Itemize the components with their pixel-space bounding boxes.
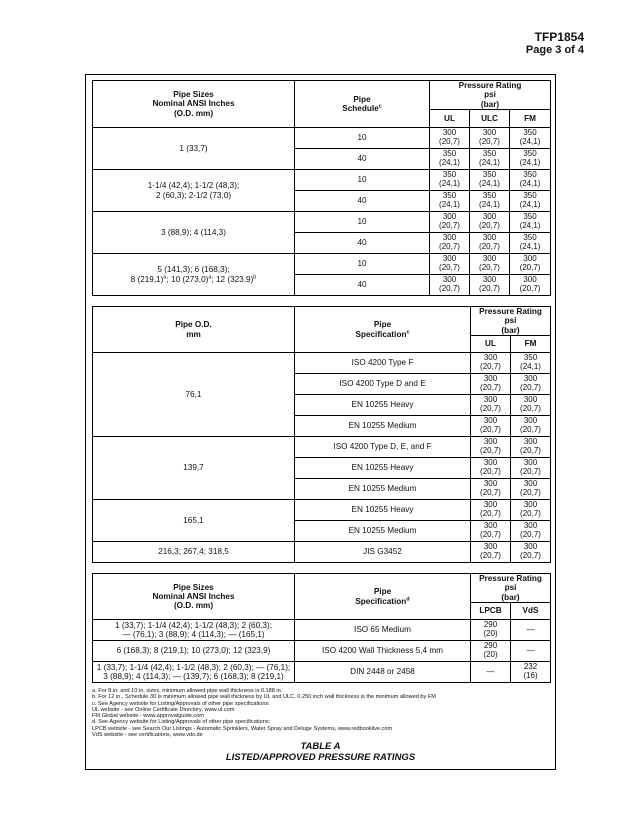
rating-bar: (20,7) bbox=[480, 509, 501, 518]
rating-bar: (20,7) bbox=[520, 509, 541, 518]
rating-bar: (20,7) bbox=[480, 530, 501, 539]
header-ul: UL bbox=[471, 336, 511, 353]
table-row bbox=[93, 662, 551, 683]
rating-psi: 300 bbox=[483, 458, 498, 468]
rating-bar: (20,7) bbox=[439, 221, 460, 230]
schedule-cell: 40 bbox=[295, 233, 430, 254]
rating-cell bbox=[510, 212, 551, 233]
rating-psi: 300 bbox=[523, 416, 538, 426]
rating-cell bbox=[471, 500, 511, 521]
table-row bbox=[93, 353, 551, 374]
rating-psi: 300 bbox=[442, 233, 457, 243]
rating-bar: (20,7) bbox=[520, 383, 541, 392]
rating-bar: (20,7) bbox=[520, 530, 541, 539]
rating-bar: (20,7) bbox=[520, 467, 541, 476]
rating-cell bbox=[510, 128, 551, 149]
pressure-table-specification bbox=[92, 306, 551, 563]
rating-psi: 300 bbox=[483, 521, 498, 531]
table-caption-title: TABLE A bbox=[300, 741, 341, 752]
rating-psi: 300 bbox=[523, 254, 537, 264]
schedule-cell: 40 bbox=[295, 149, 430, 170]
rating-cell bbox=[470, 212, 510, 233]
footnote-line: a. For 8 in. and 10 in. sizes, minimum allowed pipe wall thickness is 0.188 in. bbox=[92, 688, 283, 694]
table-row bbox=[93, 254, 551, 275]
rating-psi: 300 bbox=[442, 275, 457, 285]
rating-cell bbox=[471, 542, 511, 563]
rating-bar: (20,7) bbox=[479, 284, 500, 293]
rating-bar: (20,7) bbox=[480, 551, 501, 560]
rating-bar: (20,7) bbox=[439, 263, 460, 272]
pipe-size-line: 1 (33,7); 1-1/4 (42,4); 1-1/2 (48,3); 2 (60,3); — (76,1); bbox=[96, 662, 291, 672]
rating-cell bbox=[511, 437, 551, 458]
rating-cell bbox=[470, 233, 510, 254]
rating-psi: 350 bbox=[523, 212, 537, 222]
rating-cell bbox=[511, 353, 551, 374]
schedule-cell: 10 bbox=[295, 212, 430, 233]
pipe-size-text: ; 10 (273,0) bbox=[166, 274, 209, 284]
rating-psi: — bbox=[486, 666, 495, 676]
rating-cell bbox=[471, 521, 511, 542]
rating-psi: 300 bbox=[482, 212, 497, 222]
rating-psi: 300 bbox=[483, 437, 498, 447]
pipe-size-cell bbox=[93, 620, 295, 641]
rating-psi: 300 bbox=[523, 542, 538, 552]
pipe-size-line: 6 (168,3); 8 (219,1); 10 (273,0); 12 (323,9) bbox=[116, 646, 271, 656]
specification-cell: ISO 4200 Type F bbox=[295, 353, 471, 374]
pressure-table-schedule bbox=[92, 80, 551, 296]
rating-psi: 350 bbox=[482, 170, 497, 180]
rating-cell bbox=[430, 149, 470, 170]
pipe-size-line bbox=[94, 275, 293, 284]
rating-psi: 350 bbox=[523, 149, 537, 159]
pipe-size-cell bbox=[93, 170, 295, 212]
table-caption bbox=[85, 742, 556, 763]
pipe-od-cell: 216,3; 267,4; 318,5 bbox=[93, 542, 295, 563]
table-row bbox=[93, 212, 551, 233]
rating-psi: 300 bbox=[483, 542, 498, 552]
pressure-table-lpcb-vds bbox=[92, 573, 551, 683]
header-fm: FM bbox=[510, 110, 551, 128]
specification-cell: EN 10255 Heavy bbox=[295, 395, 471, 416]
document-id: TFP1854 bbox=[534, 30, 584, 44]
rating-cell bbox=[510, 191, 551, 212]
rating-psi: 300 bbox=[523, 275, 537, 285]
rating-psi: 350 bbox=[442, 149, 457, 159]
specification-cell: ISO 4200 Type D, E, and F bbox=[295, 437, 471, 458]
rating-cell bbox=[511, 662, 551, 683]
rating-cell bbox=[511, 374, 551, 395]
rating-psi: 350 bbox=[523, 191, 537, 201]
rating-cell bbox=[511, 542, 551, 563]
pipe-od-cell: 76,1 bbox=[93, 353, 295, 437]
rating-cell bbox=[471, 395, 511, 416]
rating-cell bbox=[511, 641, 551, 662]
rating-psi: — bbox=[526, 624, 535, 634]
rating-psi: 350 bbox=[523, 170, 537, 180]
rating-bar: (20,7) bbox=[439, 284, 460, 293]
footnote-ref: a bbox=[208, 273, 212, 280]
rating-psi: — bbox=[526, 645, 535, 655]
rating-cell bbox=[471, 641, 511, 662]
specification-cell: ISO 65 Medium bbox=[295, 620, 471, 641]
rating-cell bbox=[511, 458, 551, 479]
rating-cell bbox=[430, 233, 470, 254]
rating-cell bbox=[510, 254, 551, 275]
footnote-ref: a bbox=[163, 273, 167, 280]
rating-cell bbox=[471, 374, 511, 395]
pipe-size-line: 1 (33,7); 1-1/4 (42,4); 1-1/2 (48,3); 2 (60,3); bbox=[114, 620, 272, 630]
rating-bar: (24,1) bbox=[519, 158, 541, 167]
footnote-line: d. See Agency website for Listing/Approvals of other pipe specifications: bbox=[92, 719, 271, 726]
rating-psi: 300 bbox=[483, 353, 498, 363]
specification-cell: EN 10255 Medium bbox=[295, 416, 471, 437]
header-ulc: ULC bbox=[470, 110, 510, 128]
rating-cell bbox=[471, 662, 511, 683]
header-vds: VdS bbox=[511, 603, 551, 620]
rating-psi: 350 bbox=[482, 149, 497, 159]
rating-psi: 350 bbox=[523, 353, 538, 363]
rating-cell bbox=[471, 416, 511, 437]
rating-bar: (20,7) bbox=[479, 242, 500, 251]
header-lpcb: LPCB bbox=[471, 603, 511, 620]
schedule-cell: 40 bbox=[295, 275, 430, 296]
rating-cell bbox=[510, 149, 551, 170]
rating-bar: (24,1) bbox=[520, 362, 541, 371]
footnotes bbox=[92, 688, 550, 738]
rating-psi: 350 bbox=[442, 170, 457, 180]
pipe-size-text: ; 12 (323,9) bbox=[211, 274, 254, 284]
rating-bar: (20,7) bbox=[480, 383, 501, 392]
rating-psi: 350 bbox=[442, 191, 457, 201]
rating-bar: (24,1) bbox=[519, 200, 541, 209]
pipe-size-cell bbox=[93, 662, 295, 683]
rating-bar: (20,7) bbox=[480, 362, 501, 371]
header-pressure-rating: Pressure Rating psi (bar) bbox=[471, 574, 551, 603]
rating-cell bbox=[511, 479, 551, 500]
specification-cell: ISO 4200 Type D and E bbox=[295, 374, 471, 395]
rating-bar: (20,7) bbox=[439, 242, 460, 251]
schedule-cell: 10 bbox=[295, 254, 430, 275]
table-caption-subtitle: LISTED/APPROVED PRESSURE RATINGS bbox=[225, 751, 416, 763]
rating-bar: (24,1) bbox=[439, 179, 460, 188]
schedule-cell: 10 bbox=[295, 128, 430, 149]
header-pipe-schedule: Pipe Schedule$^c$ bbox=[295, 81, 430, 128]
rating-bar: (24,1) bbox=[519, 221, 541, 230]
rating-psi: 300 bbox=[523, 500, 538, 510]
rating-bar: (20,7) bbox=[480, 488, 501, 497]
footnote-line: VdS website - see certifications, www.vds.de bbox=[92, 732, 203, 739]
rating-cell bbox=[511, 500, 551, 521]
schedule-cell: 40 bbox=[295, 191, 430, 212]
footnote-ref: b bbox=[253, 273, 257, 280]
pipe-size-cell bbox=[93, 641, 295, 662]
rating-cell bbox=[430, 212, 470, 233]
rating-psi: 300 bbox=[483, 479, 498, 489]
rating-cell bbox=[511, 620, 551, 641]
footnote-line: b. For 12 in., Schedule 30 is minimum allowed pipe wall thickness by UL and ULC. 0.250 inch wall thickness is the minimum allowed by FM bbox=[92, 694, 436, 701]
header-ul: UL bbox=[430, 110, 470, 128]
rating-bar: (20,7) bbox=[480, 467, 501, 476]
rating-psi: 300 bbox=[442, 128, 457, 138]
rating-bar: (20,7) bbox=[519, 263, 541, 272]
rating-cell bbox=[470, 149, 510, 170]
pipe-size-line: 3 (88,9); 4 (114,3) bbox=[161, 227, 226, 237]
rating-cell bbox=[470, 191, 510, 212]
footnote-line: c. See Agency website for Listing/Approvals of other pipe specifications: bbox=[92, 700, 270, 707]
header-pipe-specification: Pipe Specification$^c$ bbox=[295, 307, 471, 353]
rating-bar: (24,1) bbox=[519, 179, 541, 188]
rating-bar: (20,7) bbox=[439, 137, 460, 146]
rating-psi: 300 bbox=[442, 254, 457, 264]
header-pressure-rating: Pressure Rating psi (bar) bbox=[430, 81, 551, 110]
header-pipe-sizes: Pipe Sizes Nominal ANSI Inches (O.D. mm) bbox=[93, 574, 295, 620]
rating-cell bbox=[470, 275, 510, 296]
table-row bbox=[93, 500, 551, 521]
rating-psi: 300 bbox=[523, 479, 538, 489]
table-row bbox=[93, 128, 551, 149]
table-row bbox=[93, 542, 551, 563]
schedule-cell: 10 bbox=[295, 170, 430, 191]
table-row bbox=[93, 437, 551, 458]
rating-psi: 300 bbox=[523, 374, 538, 384]
rating-cell bbox=[471, 479, 511, 500]
pipe-size-text: 8 (219,1) bbox=[130, 274, 164, 284]
rating-psi: 300 bbox=[483, 416, 498, 426]
rating-bar: (20) bbox=[483, 629, 498, 638]
rating-bar: (24,1) bbox=[479, 200, 500, 209]
specification-cell: EN 10255 Heavy bbox=[295, 458, 471, 479]
table-row bbox=[93, 620, 551, 641]
rating-cell bbox=[510, 233, 551, 254]
rating-bar: (20,7) bbox=[480, 404, 501, 413]
rating-bar: (20) bbox=[483, 650, 498, 659]
footnote-line: UL website - see Online Certificate Directory, www.ul.com bbox=[92, 706, 235, 713]
rating-bar: (24,1) bbox=[439, 200, 460, 209]
header-pressure-rating: Pressure Rating psi (bar) bbox=[471, 307, 551, 336]
rating-psi: 300 bbox=[482, 254, 497, 264]
specification-cell: EN 10255 Heavy bbox=[295, 500, 471, 521]
rating-psi: 300 bbox=[523, 521, 538, 531]
pipe-size-line: 2 (60,3); 2-1/2 (73,0) bbox=[155, 190, 232, 200]
pipe-od-cell: 139,7 bbox=[93, 437, 295, 500]
rating-psi: 300 bbox=[523, 395, 538, 405]
rating-bar: (20,7) bbox=[520, 404, 541, 413]
rating-bar: (20,7) bbox=[520, 551, 541, 560]
rating-psi: 350 bbox=[482, 191, 497, 201]
specification-cell: ISO 4200 Wall Thickness 5,4 mm bbox=[295, 641, 471, 662]
rating-bar: (20,7) bbox=[479, 263, 500, 272]
rating-cell bbox=[510, 170, 551, 191]
header-fm: FM bbox=[511, 336, 551, 353]
rating-cell bbox=[430, 275, 470, 296]
rating-psi: 350 bbox=[523, 128, 537, 138]
rating-psi: 300 bbox=[523, 437, 538, 447]
rating-cell bbox=[430, 170, 470, 191]
rating-bar: (20,7) bbox=[479, 137, 500, 146]
pipe-size-cell bbox=[93, 212, 295, 254]
pipe-size-line: 1 (33,7) bbox=[179, 143, 208, 153]
rating-bar: (24,1) bbox=[519, 242, 541, 251]
rating-psi: 300 bbox=[483, 395, 498, 405]
pipe-size-line: 5 (141,3); 6 (168,3); bbox=[157, 265, 230, 275]
rating-cell bbox=[471, 437, 511, 458]
rating-cell bbox=[511, 395, 551, 416]
rating-bar: (20,7) bbox=[519, 284, 541, 293]
rating-bar: (20,7) bbox=[520, 446, 541, 455]
rating-psi: 232 bbox=[523, 662, 538, 672]
rating-cell bbox=[471, 458, 511, 479]
rating-bar: (24,1) bbox=[519, 137, 541, 146]
rating-cell bbox=[470, 170, 510, 191]
rating-bar: (20,7) bbox=[520, 488, 541, 497]
footnote-line: LPCB website - see Search Our Listings - Automatic Sprinklers, Water Spray and Deluge Systems, www.redbooklive.com bbox=[92, 725, 393, 732]
page-number: Page 3 of 4 bbox=[525, 44, 584, 56]
rating-cell bbox=[511, 416, 551, 437]
rating-cell bbox=[470, 254, 510, 275]
rating-psi: 300 bbox=[482, 233, 497, 243]
table-row bbox=[93, 641, 551, 662]
rating-cell bbox=[430, 128, 470, 149]
pipe-size-line: 3 (88,9); 4 (114,3); — (139,7); 6 (168,3); 8 (219,1) bbox=[103, 672, 284, 681]
rating-psi: 300 bbox=[482, 128, 497, 138]
specification-cell: JIS G3452 bbox=[295, 542, 471, 563]
pipe-size-cell bbox=[93, 254, 295, 296]
rating-psi: 300 bbox=[483, 500, 498, 510]
specification-cell: DIN 2448 or 2458 bbox=[295, 662, 471, 683]
pipe-size-line: 1-1/4 (42,4); 1-1/2 (48,3); bbox=[147, 181, 240, 191]
header-pipe-od: Pipe O.D. mm bbox=[93, 307, 295, 353]
rating-psi: 290 bbox=[483, 641, 498, 651]
rating-cell bbox=[471, 353, 511, 374]
rating-bar: (20,7) bbox=[479, 221, 500, 230]
rating-cell bbox=[471, 620, 511, 641]
rating-bar: (24,1) bbox=[439, 158, 460, 167]
rating-cell bbox=[470, 128, 510, 149]
specification-cell: EN 10255 Medium bbox=[295, 479, 471, 500]
header-pipe-sizes: Pipe Sizes Nominal ANSI Inches (O.D. mm) bbox=[93, 81, 295, 128]
rating-bar: (20,7) bbox=[480, 425, 501, 434]
header-pipe-specification: Pipe Specification$^d$ bbox=[295, 574, 471, 620]
rating-psi: 300 bbox=[523, 458, 538, 468]
rating-bar: (20,7) bbox=[520, 425, 541, 434]
rating-cell bbox=[430, 254, 470, 275]
footnote-line: FM Global website - www.approvalguide.com bbox=[92, 713, 204, 720]
rating-bar: (16) bbox=[523, 671, 538, 680]
rating-psi: 290 bbox=[483, 620, 498, 630]
rating-cell bbox=[510, 275, 551, 296]
rating-psi: 300 bbox=[482, 275, 497, 285]
table-row bbox=[93, 170, 551, 191]
pipe-size-line: — (76,1); 3 (88,9); 4 (114,3); — (165,1) bbox=[122, 630, 265, 639]
rating-psi: 300 bbox=[442, 212, 457, 222]
rating-bar: (24,1) bbox=[479, 179, 500, 188]
rating-psi: 350 bbox=[523, 233, 537, 243]
rating-bar: (24,1) bbox=[479, 158, 500, 167]
rating-cell bbox=[511, 521, 551, 542]
rating-cell bbox=[430, 191, 470, 212]
pipe-size-cell bbox=[93, 128, 295, 170]
rating-psi: 300 bbox=[483, 374, 498, 384]
specification-cell: EN 10255 Medium bbox=[295, 521, 471, 542]
rating-bar: (20,7) bbox=[480, 446, 501, 455]
pipe-od-cell: 165,1 bbox=[93, 500, 295, 542]
